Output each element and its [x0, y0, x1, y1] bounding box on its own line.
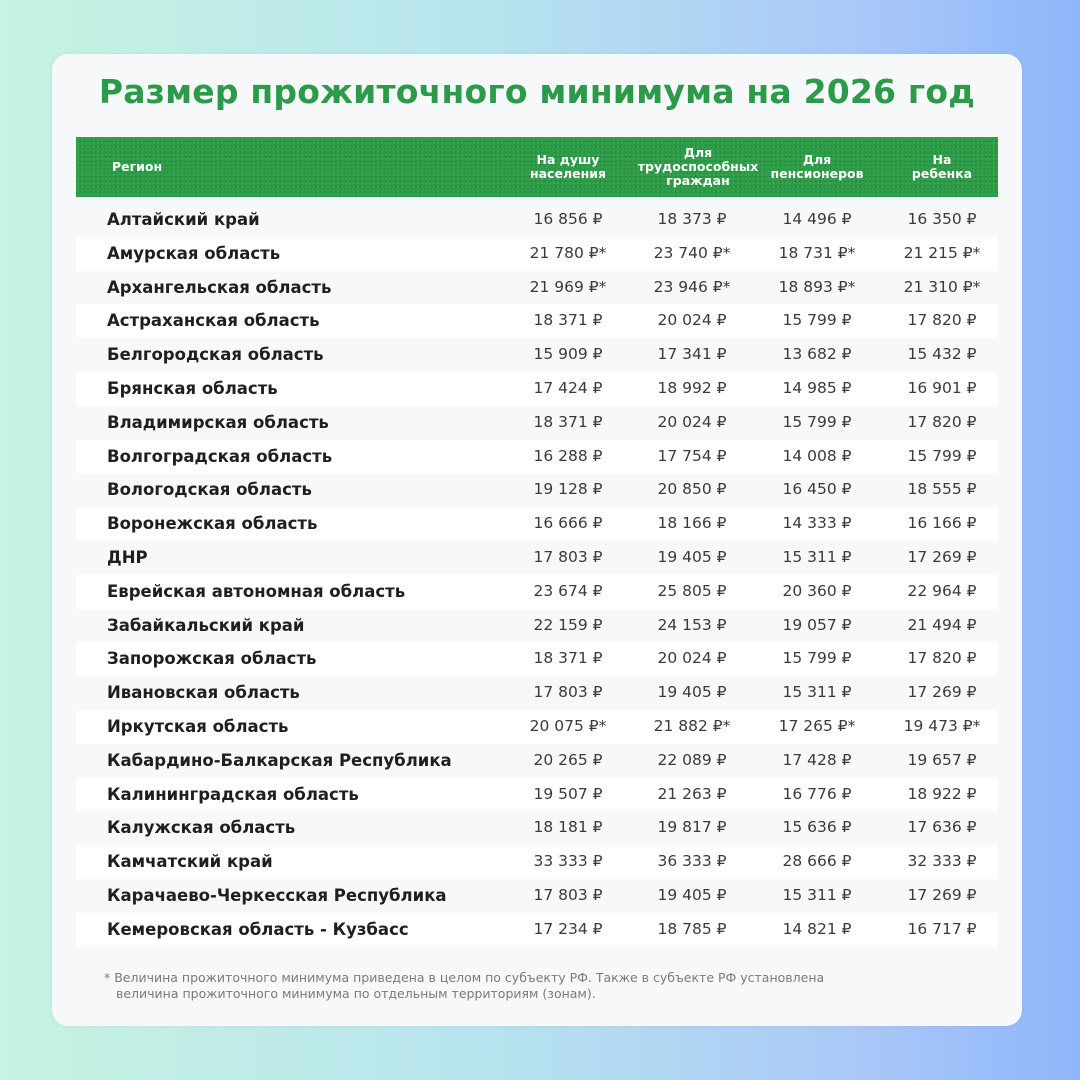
- cell-region: Воронежская область: [107, 514, 318, 534]
- cell-pensioners: 20 360 ₽: [782, 581, 852, 600]
- table-row: [76, 609, 998, 643]
- cell-working: 19 405 ₽: [657, 885, 727, 904]
- table-row: [76, 440, 998, 474]
- cell-per-capita: 18 371 ₽: [533, 412, 603, 431]
- cell-region: Брянская область: [107, 378, 278, 398]
- page-title: Размер прожиточного минимума на 2026 год: [98, 72, 976, 111]
- cell-per-capita: 18 181 ₽: [533, 818, 603, 837]
- cell-child: 19 657 ₽: [907, 750, 977, 769]
- cell-region: Запорожская область: [107, 649, 317, 669]
- cell-working: 19 405 ₽: [657, 547, 727, 566]
- cell-child: 17 820 ₽: [907, 311, 977, 330]
- cell-per-capita: 19 128 ₽: [533, 480, 603, 499]
- cell-working: 23 946 ₽*: [653, 277, 731, 296]
- cell-working: 21 263 ₽: [657, 784, 727, 803]
- cell-working: 20 024 ₽: [657, 311, 727, 330]
- cell-per-capita: 15 909 ₽: [533, 345, 603, 364]
- cell-pensioners: 15 799 ₽: [782, 649, 852, 668]
- cell-child: 22 964 ₽: [907, 581, 977, 600]
- cell-child: 15 799 ₽: [907, 446, 977, 465]
- cell-child: 21 310 ₽*: [903, 277, 981, 296]
- cell-child: 32 333 ₽: [907, 852, 977, 871]
- cell-child: 17 269 ₽: [907, 683, 977, 702]
- cell-per-capita: 22 159 ₽: [533, 615, 603, 634]
- table-row: [76, 778, 998, 812]
- cell-child: 16 166 ₽: [907, 514, 977, 533]
- cell-region: ДНР: [107, 547, 148, 567]
- cell-working: 21 882 ₽*: [653, 716, 731, 735]
- table-header: [76, 137, 998, 197]
- cell-working: 22 089 ₽: [657, 750, 727, 769]
- table-row: [76, 744, 998, 778]
- cell-region: Амурская область: [107, 243, 281, 263]
- cell-pensioners: 14 333 ₽: [782, 514, 852, 533]
- table-row: [76, 879, 998, 913]
- header-per-capita: На душу населения: [529, 152, 606, 181]
- cell-working: 19 817 ₽: [657, 818, 727, 837]
- cell-working: 18 373 ₽: [657, 210, 727, 228]
- cell-child: 21 494 ₽: [907, 615, 977, 634]
- cell-working: 25 805 ₽: [657, 581, 727, 600]
- cell-working: 23 740 ₽*: [653, 243, 731, 262]
- table-row: [76, 271, 998, 305]
- table-row: [76, 372, 998, 406]
- table-row: [76, 811, 998, 845]
- cell-region: Алтайский край: [107, 210, 260, 229]
- cell-per-capita: 16 856 ₽: [533, 210, 603, 228]
- cell-child: 21 215 ₽*: [903, 243, 981, 262]
- cell-region: Архангельская область: [107, 277, 332, 297]
- content-card: [52, 54, 1022, 1026]
- header-region: Регион: [112, 159, 163, 174]
- cell-per-capita: 17 424 ₽: [533, 378, 603, 397]
- table-row: [76, 237, 998, 271]
- cell-child: 16 350 ₽: [907, 210, 977, 228]
- cell-per-capita: 19 507 ₽: [533, 784, 603, 803]
- table-row: [76, 541, 998, 575]
- cell-region: Владимирская область: [107, 412, 329, 432]
- cell-per-capita: 21 780 ₽*: [529, 243, 607, 262]
- cell-per-capita: 18 371 ₽: [533, 649, 603, 668]
- cell-child: 17 269 ₽: [907, 547, 977, 566]
- cell-pensioners: 19 057 ₽: [782, 615, 852, 634]
- cell-working: 18 166 ₽: [657, 514, 727, 533]
- cell-working: 20 024 ₽: [657, 649, 727, 668]
- footnote-line-1: * Величина прожиточного минимума приведена в целом по субъекту РФ. Также в субъекте РФ установлена: [104, 970, 825, 985]
- cell-per-capita: 21 969 ₽*: [529, 277, 607, 296]
- cell-working: 19 405 ₽: [657, 683, 727, 702]
- cell-region: Забайкальский край: [107, 615, 305, 635]
- cell-child: 18 922 ₽: [907, 784, 977, 803]
- cell-region: Еврейская автономная область: [107, 581, 406, 601]
- table-body: [76, 203, 998, 947]
- cell-pensioners: 13 682 ₽: [782, 345, 852, 364]
- cell-child: 19 473 ₽*: [903, 716, 981, 735]
- cell-working: 24 153 ₽: [657, 615, 727, 634]
- cell-region: Волгоградская область: [107, 446, 333, 466]
- cell-per-capita: 17 803 ₽: [533, 885, 603, 904]
- table-row: [76, 913, 998, 947]
- cell-pensioners: 15 311 ₽: [782, 885, 852, 904]
- cell-per-capita: 16 288 ₽: [533, 446, 603, 465]
- cell-per-capita: 33 333 ₽: [533, 852, 603, 871]
- table-row: [76, 406, 998, 440]
- cell-per-capita: 17 234 ₽: [533, 919, 603, 938]
- cell-pensioners: 14 496 ₽: [782, 210, 852, 228]
- cell-pensioners: 14 821 ₽: [782, 919, 852, 938]
- cell-working: 36 333 ₽: [657, 852, 727, 871]
- cell-working: 20 024 ₽: [657, 412, 727, 431]
- cell-per-capita: 20 075 ₽*: [529, 716, 607, 735]
- cell-region: Камчатский край: [107, 852, 273, 872]
- cell-working: 18 992 ₽: [657, 378, 727, 397]
- footnote: [104, 970, 984, 1002]
- cell-pensioners: 14 008 ₽: [782, 446, 852, 465]
- cell-pensioners: 16 776 ₽: [782, 784, 852, 803]
- table-row: [76, 710, 998, 744]
- cell-pensioners: 15 636 ₽: [782, 818, 852, 837]
- table-row: [76, 642, 998, 676]
- table-row: [76, 304, 998, 338]
- cell-pensioners: 18 893 ₽*: [778, 277, 856, 296]
- cell-region: Вологодская область: [107, 480, 312, 500]
- table-row: [76, 203, 998, 237]
- cell-child: 18 555 ₽: [907, 480, 977, 499]
- cell-region: Карачаево-Черкесская Республика: [107, 885, 447, 905]
- cell-pensioners: 15 799 ₽: [782, 311, 852, 330]
- cell-pensioners: 17 428 ₽: [782, 750, 852, 769]
- table-row: [76, 676, 998, 710]
- cell-pensioners: 15 311 ₽: [782, 683, 852, 702]
- cell-working: 17 341 ₽: [657, 345, 727, 364]
- cell-pensioners: 14 985 ₽: [782, 378, 852, 397]
- cell-region: Иркутская область: [107, 716, 289, 736]
- cell-pensioners: 16 450 ₽: [782, 480, 852, 499]
- cell-pensioners: 18 731 ₽*: [778, 243, 856, 262]
- cell-per-capita: 18 371 ₽: [533, 311, 603, 330]
- cell-child: 16 901 ₽: [907, 378, 977, 397]
- cell-child: 17 820 ₽: [907, 649, 977, 668]
- cell-child: 15 432 ₽: [907, 345, 977, 364]
- cell-region: Кабардино-Балкарская Республика: [107, 750, 452, 770]
- table-row: [76, 338, 998, 372]
- cell-per-capita: 17 803 ₽: [533, 547, 603, 566]
- header-pensioners: Для пенсионеров: [770, 152, 864, 181]
- cell-working: 18 785 ₽: [657, 919, 727, 938]
- table-row: [76, 507, 998, 541]
- cell-region: Ивановская область: [107, 683, 300, 703]
- table-row: [76, 473, 998, 507]
- cell-pensioners: 15 311 ₽: [782, 547, 852, 566]
- header-child: На ребенка: [911, 152, 973, 181]
- cell-child: 17 820 ₽: [907, 412, 977, 431]
- table-row: [76, 845, 998, 879]
- cell-pensioners: 28 666 ₽: [782, 852, 852, 871]
- cell-working: 20 850 ₽: [657, 480, 727, 499]
- cell-child: 16 717 ₽: [907, 919, 977, 938]
- footnote-line-2: величина прожиточного минимума по отдельным территориям (зонам).: [116, 986, 596, 1001]
- cell-child: 17 269 ₽: [907, 885, 977, 904]
- table-row: [76, 575, 998, 609]
- cell-region: Калужская область: [107, 818, 296, 838]
- cell-per-capita: 23 674 ₽: [533, 581, 603, 600]
- cell-pensioners: 17 265 ₽*: [778, 716, 856, 735]
- cell-region: Астраханская область: [107, 311, 320, 331]
- cell-pensioners: 15 799 ₽: [782, 412, 852, 431]
- cell-working: 17 754 ₽: [657, 446, 727, 465]
- cell-child: 17 636 ₽: [907, 818, 977, 837]
- cell-per-capita: 17 803 ₽: [533, 683, 603, 702]
- cell-region: Кемеровская область - Кузбасс: [107, 919, 409, 939]
- cell-region: Белгородская область: [107, 345, 324, 365]
- header-working: Для трудоспособных граждан: [637, 145, 759, 188]
- cell-per-capita: 16 666 ₽: [533, 514, 603, 533]
- cell-region: Калининградская область: [107, 784, 359, 804]
- cell-per-capita: 20 265 ₽: [533, 750, 603, 769]
